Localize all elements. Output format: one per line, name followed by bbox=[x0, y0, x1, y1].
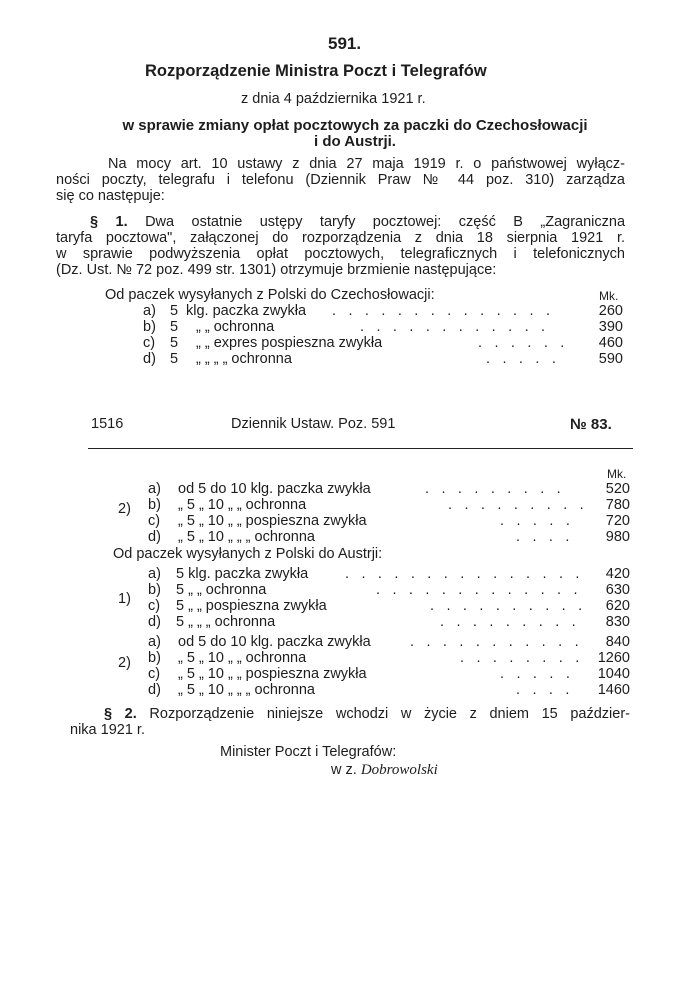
running-header: Dziennik Ustaw. Poz. 591 bbox=[231, 416, 396, 432]
table-row: d) 5 „ „ „ „ ochronna . . . . . 590 bbox=[143, 351, 623, 367]
section-1-line: w sprawie podwyższenia opłat pocztowych, telegraficznych i telefonicznych bbox=[56, 246, 625, 262]
table-row: c) „ 5 „ 10 „ „ pospieszna zwykła . . . . . 720 bbox=[148, 513, 630, 529]
table-row: a) 5 klg. paczka zwykła . . . . . . . . . . . . . . . 420 bbox=[148, 566, 630, 582]
section-2-label: § 2. bbox=[104, 706, 137, 722]
section-1-paragraph bbox=[56, 214, 625, 278]
group-label: 2) bbox=[118, 501, 131, 517]
subject-line-1: w sprawie zmiany opłat pocztowych za paczki do Czechosłowacji bbox=[122, 117, 588, 134]
signature-line bbox=[331, 762, 438, 779]
table-row: a) od 5 do 10 klg. paczka zwykła . . . . . . . . . 520 bbox=[148, 481, 630, 497]
section-1-line: taryfa pocztowa", załączonej do rozporządzenia z dnia 18 sierpnia 1921 r. bbox=[56, 230, 625, 246]
document-subject bbox=[65, 118, 645, 150]
issue-number: № 83. bbox=[570, 416, 612, 433]
preamble-line: ności poczty, telegrafu i telefonu (Dziennik Praw № 44 poz. 310) zarządza bbox=[56, 172, 625, 188]
unit-label-top: Mk. bbox=[599, 289, 619, 303]
table-row: b) 5 „ „ ochronna . . . . . . . . . . . . . 630 bbox=[148, 582, 630, 598]
table-row: b) „ 5 „ 10 „ „ ochronna . . . . . . . . . 780 bbox=[148, 497, 630, 513]
czech-heading: Od paczek wysyłanych z Polski do Czechosłowacji: bbox=[105, 287, 435, 303]
group-label: 2) bbox=[118, 655, 131, 671]
table-row: b) „ 5 „ 10 „ „ ochronna . . . . . . . . 1260 bbox=[148, 650, 630, 666]
section-1-line: Dwa ostatnie ustępy taryfy pocztowej: część B „Zagraniczna bbox=[145, 214, 626, 230]
table-row: b) 5 „ „ ochronna . . . . . . . . . . . . 390 bbox=[143, 319, 623, 335]
document-date: z dnia 4 października 1921 r. bbox=[241, 91, 426, 107]
section-1-label: § 1. bbox=[90, 214, 128, 230]
header-rule bbox=[88, 448, 633, 449]
preamble-line: się co następuje: bbox=[56, 188, 165, 204]
section-2-line: nika 1921 r. bbox=[70, 722, 145, 738]
table-row: d) 5 „ „ „ ochronna . . . . . . . . . 830 bbox=[148, 614, 630, 630]
table-row: a) 5 klg. paczka zwykła . . . . . . . . . . . . . . 260 bbox=[143, 303, 623, 319]
page-number: 1516 bbox=[91, 416, 124, 432]
table-row: a) od 5 do 10 klg. paczka zwykła . . . . . . . . . . . 840 bbox=[148, 634, 630, 650]
signature-title: Minister Poczt i Telegrafów: bbox=[220, 744, 397, 760]
table-row: c) 5 „ „ pospieszna zwykła . . . . . . . . . . 620 bbox=[148, 598, 630, 614]
document-title: Rozporządzenie Ministra Poczt i Telegrafów bbox=[145, 62, 487, 80]
subject-line-2: i do Austrji. bbox=[314, 133, 396, 150]
signature-name: Dobrowolski bbox=[360, 762, 438, 778]
table-row: d) „ 5 „ 10 „ „ „ ochronna . . . . 980 bbox=[148, 529, 630, 545]
section-2-paragraph bbox=[70, 706, 630, 738]
document-number: 591. bbox=[328, 34, 362, 53]
unit-label-bottom: Mk. bbox=[607, 467, 627, 481]
preamble-line: Na mocy art. 10 ustawy z dnia 27 maja 1919 r. o państwowej wyłącz- bbox=[108, 156, 625, 172]
group-label: 1) bbox=[118, 591, 131, 607]
section-2-line: Rozporządzenie niniejsze wchodzi w życie z dniem 15 paździer- bbox=[149, 706, 630, 722]
table-row: c) 5 „ „ expres pospieszna zwykła . . . . . . 460 bbox=[143, 335, 623, 351]
table-row: c) „ 5 „ 10 „ „ pospieszna zwykła . . . . . 1040 bbox=[148, 666, 630, 682]
table-row: d) „ 5 „ 10 „ „ „ ochronna . . . . 1460 bbox=[148, 682, 630, 698]
austria-heading: Od paczek wysyłanych z Polski do Austrji: bbox=[113, 546, 383, 562]
signature-prefix: w z. bbox=[331, 762, 357, 778]
section-1-line: (Dz. Ust. № 72 poz. 499 str. 1301) otrzymuje brzmienie następujące: bbox=[56, 262, 497, 278]
preamble-paragraph bbox=[56, 156, 625, 204]
